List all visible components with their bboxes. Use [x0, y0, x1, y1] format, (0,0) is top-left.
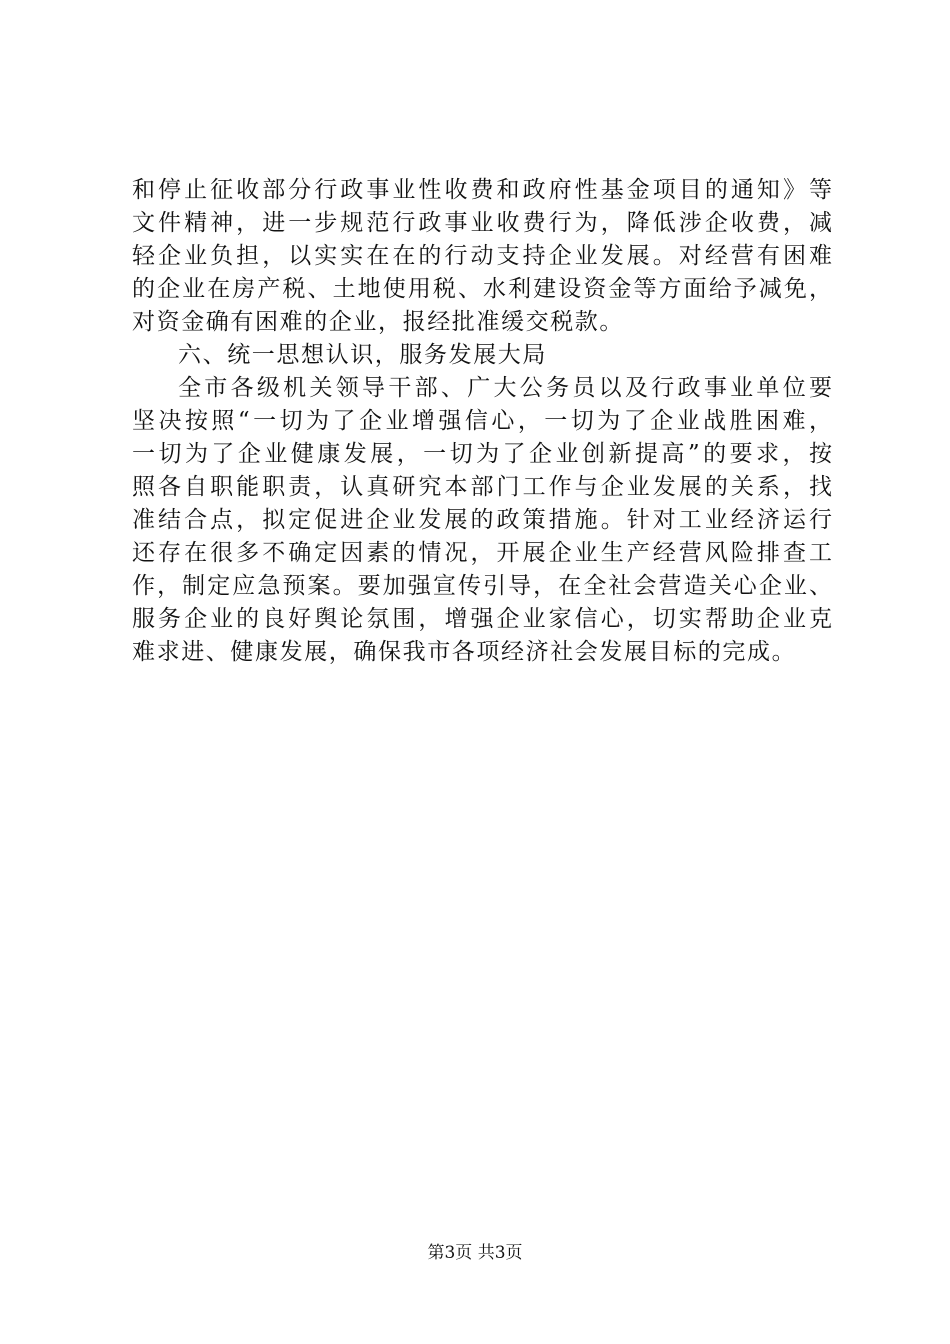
text-line: 准结合点，拟定促进企业发展的政策措施。针对工业经济运行 [132, 507, 832, 533]
page-footer [0, 1241, 950, 1265]
text-line: 还存在很多不确定因素的情况，开展企业生产经营风险排查工 [132, 540, 832, 566]
text-line: 作，制定应急预案。要加强宣传引导，在全社会营造关心企业、 [132, 573, 832, 599]
text-line: 全市各级机关领导干部、广大公务员以及行政事业单位要 [178, 375, 832, 401]
text-line: 坚决按照“一切为了企业增强信心，一切为了企业战胜困难， [132, 408, 832, 434]
text-line: 难求进、健康发展，确保我市各项经济社会发展目标的完成。 [132, 639, 797, 665]
page-number: 第3页 共3页 [427, 1243, 523, 1263]
document-body [132, 174, 832, 669]
text-line: 对资金确有困难的企业，报经批准缓交税款。 [132, 309, 624, 335]
text-line: 轻企业负担，以实实在在的行动支持企业发展。对经营有困难 [132, 243, 832, 269]
text-line: 服务企业的良好舆论氛围，增强企业家信心，切实帮助企业克 [132, 606, 832, 632]
text-line: 的企业在房产税、土地使用税、水利建设资金等方面给予减免， [132, 276, 832, 302]
text-line: 文件精神，进一步规范行政事业收费行为，降低涉企收费，减 [132, 210, 832, 236]
text-line: 一切为了企业健康发展，一切为了企业创新提高”的要求，按 [132, 441, 832, 467]
text-line: 和停止征收部分行政事业性收费和政府性基金项目的通知》等 [132, 177, 832, 203]
text-line: 照各自职能职责，认真研究本部门工作与企业发展的关系，找 [132, 474, 832, 500]
section-heading: 六、统一思想认识，服务发展大局 [178, 342, 547, 368]
